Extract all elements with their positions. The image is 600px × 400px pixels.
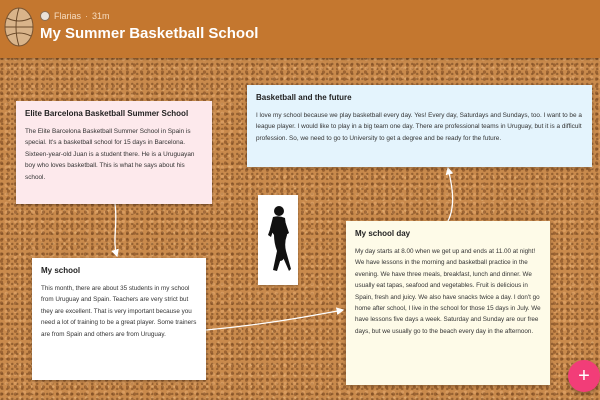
card-my-school[interactable] bbox=[32, 258, 206, 380]
card-title: Elite Barcelona Basketball Summer School bbox=[25, 109, 189, 118]
card-body: The Elite Barcelona Basketball Summer School in Spain is special. It's a basketball school for 15 days in Barcelona. Sixteen-year-old Juan is a student there. He is a Uruguayan boy who loves basketball. This is what he says about his school. bbox=[25, 128, 195, 181]
basketball-player-silhouette bbox=[258, 195, 298, 285]
card-title: Basketball and the future bbox=[256, 93, 352, 102]
card-title: My school bbox=[41, 266, 81, 275]
card-body: This month, there are about 35 students in my school from Uruguay and Spain. Teachers are very strict but they are excellent. That is very important because you need a lot of training to be a great player. Some trainers are from Spain and others are from Uruguay. bbox=[41, 285, 197, 338]
card-my-school-day[interactable] bbox=[346, 221, 550, 385]
connector-day-to-future bbox=[448, 168, 453, 221]
connector-myschool-to-day bbox=[206, 310, 343, 330]
add-post-button[interactable] bbox=[568, 360, 600, 392]
plus-icon: + bbox=[578, 365, 590, 387]
page-title: My Summer Basketball School bbox=[40, 25, 259, 42]
card-basketball-future[interactable] bbox=[247, 85, 592, 167]
card-elite-barcelona[interactable] bbox=[16, 101, 212, 204]
author-name[interactable]: Flarias bbox=[54, 11, 82, 21]
basketball-player-image[interactable] bbox=[258, 195, 298, 285]
post-time: 31m bbox=[92, 11, 110, 21]
separator-dot: · bbox=[85, 11, 89, 21]
card-body: My day starts at 8.00 when we get up and ends at 11.00 at night! We have lessons in the morning and basketball practice in the evening. We have three meals, breakfast, lunch and dinner. We usually eat tapas, seafood and vegetables. Fruit is delicious in Spain, fresh and juicy. We also have snacks twice a day. I don't go home after school, I live in the school for those 15 days in July. We have lessons five days a week. Saturday and Sunday are our free days, but we usually go to the beach every day in the afternoon. bbox=[355, 248, 541, 335]
connector-elite-to-myschool bbox=[115, 204, 117, 256]
card-body: I love my school because we play basketball every day. Yes! Every day, Saturdays and Sundays, too. I want to be a league player. I would like to play in a big team one day. There are professional teams in Uruguay, but it is a difficult profession. So, we need to go to University to get a degree and be ready for the future. bbox=[256, 112, 582, 142]
card-title: My school day bbox=[355, 229, 411, 238]
